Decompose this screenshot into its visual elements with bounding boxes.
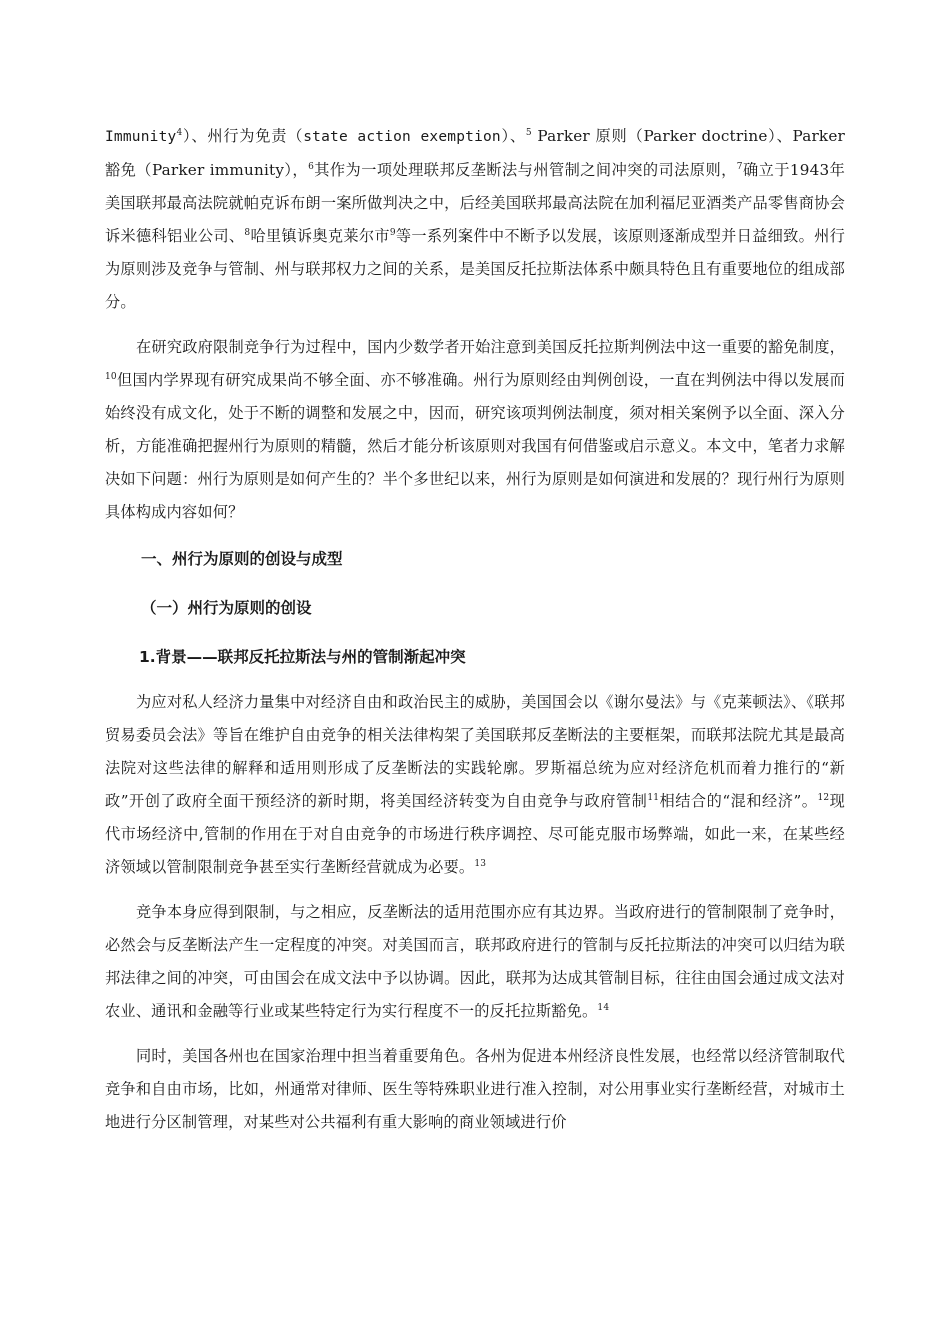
text-span: 哈里镇诉奥克莱尔市: [250, 227, 390, 245]
footnote-ref-6[interactable]: 6: [308, 162, 314, 172]
text-span: state action exemption: [303, 129, 501, 145]
text-span: 现代市场经济中,管制的作用在于对自由竞争的市场进行秩序调控、尽可能克服市场弊端，如此一来，在某些经济领域以管制限制竞争甚至实行垄断经营就成为必要。: [105, 792, 846, 876]
subsubsection-heading: 1.背景——联邦反托拉斯法与州的管制渐起冲突: [139, 648, 466, 666]
footnote-ref-4[interactable]: 4: [176, 128, 183, 138]
paragraph-competition-limits: [105, 896, 845, 1028]
text-span: ）、州行为免责（: [182, 127, 304, 145]
text-span: 竞争本身应得到限制，与之相应，反垄断法的适用范围亦应有其边界。当政府进行的管制限制了竞争时，必然会与反垄断法产生一定程度的冲突。对美国而言，联邦政府进行的管制与反托拉斯法的冲突可以归结为联邦法律之间的冲突，可由国会在成文法中予以协调。因此，联邦为达成其管制目标，往往由国会通过成文法对农业、通讯和金融等行业或某些特定行为实行程度不一的反托拉斯豁免。: [105, 903, 845, 1020]
paragraph-background: [105, 686, 845, 884]
footnote-ref-8[interactable]: 8: [244, 228, 251, 238]
text-span: ）、Parker豁免（Parker immunity），: [105, 127, 845, 179]
text-span: 相结合的“混和经济”。: [659, 792, 818, 810]
footnote-ref-5[interactable]: 5: [525, 128, 532, 138]
paragraph-intro-continued: [105, 120, 845, 319]
text-span: Parker 原则（: [531, 127, 644, 145]
text-span: 其作为一项处理联邦反垄断法与州管制之间冲突的司法原则，: [314, 161, 737, 179]
text-span: 确立于1943年美国联邦最高法院就帕克诉布朗一案所做判决之中，后经美国联邦最高法院在加利福尼亚酒类产品零售商协会诉米德科铝业公司、: [105, 161, 845, 245]
footnote-ref-13[interactable]: 13: [474, 859, 487, 869]
text-span: Immunity: [105, 129, 177, 145]
text-span: 同时，美国各州也在国家治理中担当着重要角色。各州为促进本州经济良性发展，也经常以经济管制取代竞争和自由市场，比如，州通常对律师、医生等特殊职业进行准入控制，对公用事业实行垄断经营，对城市土地进行分区制管理，对某些对公共福利有重大影响的商业领域进行价: [105, 1047, 845, 1131]
subsection-heading: （一）州行为原则的创设: [141, 599, 312, 617]
footnote-ref-10[interactable]: 10: [105, 372, 117, 382]
text-span: ）、: [500, 127, 526, 145]
document-page: [105, 120, 845, 1139]
text-span: 为应对私人经济力量集中对经济自由和政治民主的威胁，美国国会以《谢尔曼法》与《克莱顿法》、《联邦贸易委员会法》等旨在维护自由竞争的相关法律构架了美国联邦反垄断法的主要框架，而联邦法院尤其是最高法院对这些法律的解释和适用则形成了反垄断法的实践轮廓。罗斯福总统为应对经济危机而着力推行的“新政”开创了政府全面干预经济的新时期，将美国经济转变为自由竞争与政府管制: [105, 693, 845, 810]
footnote-ref-12[interactable]: 12: [817, 793, 830, 803]
footnote-ref-9[interactable]: 9: [389, 228, 396, 238]
section-heading: 一、州行为原则的创设与成型: [141, 550, 343, 568]
text-span: 在研究政府限制竞争行为过程中，国内少数学者开始注意到美国反托拉斯判例法中这一重要的豁免制度，: [136, 338, 845, 356]
footnote-ref-14[interactable]: 14: [597, 1003, 610, 1013]
footnote-ref-11[interactable]: 11: [647, 793, 660, 803]
paragraph-state-role: [105, 1040, 845, 1139]
footnote-ref-7[interactable]: 7: [736, 162, 743, 172]
text-span: Parker doctrine: [643, 127, 768, 145]
paragraph-research-overview: [105, 331, 845, 529]
text-span: 等一系列案件中不断予以发展，该原则逐渐成型并日益细致。州行为原则涉及竞争与管制、州与联邦权力之间的关系，是美国反托拉斯法体系中颇具特色且有重要地位的组成部分。: [105, 227, 845, 311]
text-span: 但国内学界现有研究成果尚不够全面、亦不够准确。州行为原则经由判例创设，一直在判例法中得以发展而始终没有成文化，处于不断的调整和发展之中，因而，研究该项判例法制度，须对相关案例予以全面、深入分析，方能准确把握州行为原则的精髓，然后才能分析该原则对我国有何借鉴或启示意义。本文中，笔者力求解决如下问题：州行为原则是如何产生的？半个多世纪以来，州行为原则是如何演进和发展的？现行州行为原则具体构成内容如何？: [105, 371, 845, 521]
